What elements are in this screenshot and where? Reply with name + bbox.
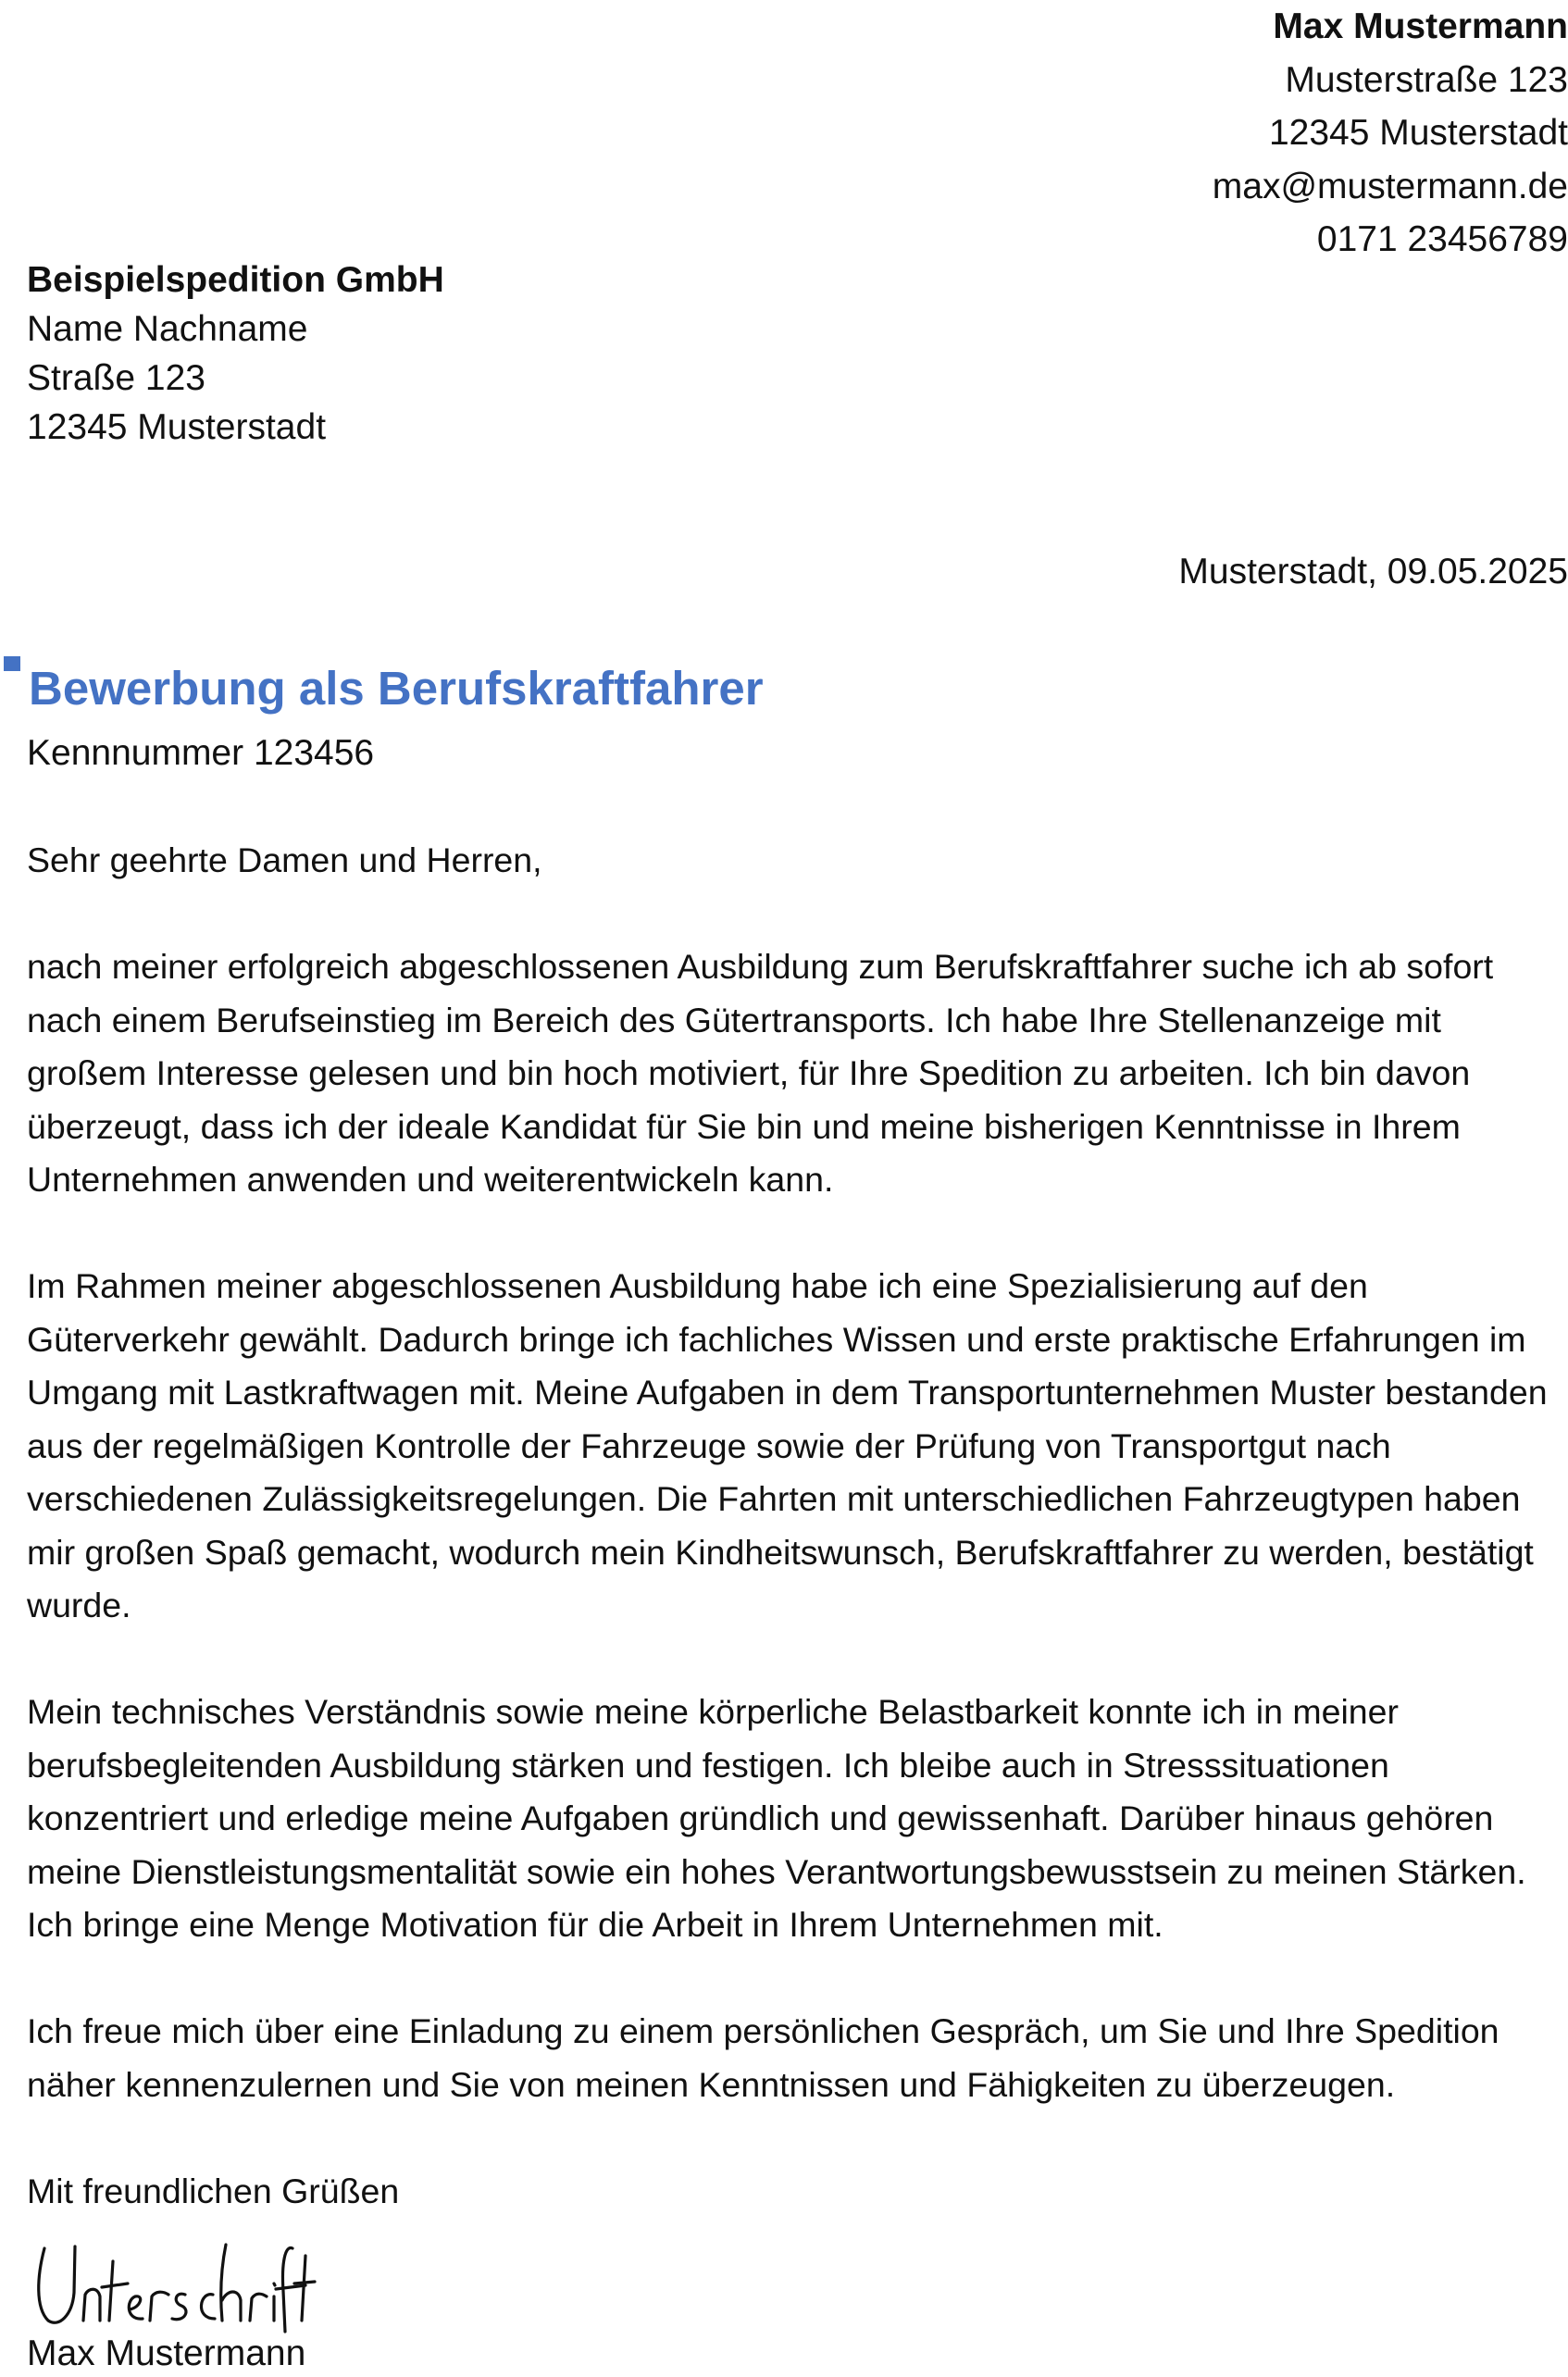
sender-name: Max Mustermann: [1273, 6, 1568, 46]
body-paragraph-2: Im Rahmen meiner abgeschlossenen Ausbildung habe ich eine Spezialisierung auf den Güterverkehr gewählt. Dadurch bringe ich fachliches Wissen und erste praktische Erfahrungen im Umgang mit Lastkraftwagen mit. Meine Aufgaben in dem Transportunternehmen Muster bestanden aus der regelmäßigen Kontrolle der Fahrzeuge sowie der Prüfung von Transportgut nach verschiedenen Zulässigkeitsregelungen. Die Fahrten mit unterschiedlichen Fahrzeugtypen haben mir großen Spaß gemacht, wodurch mein Kindheitswunsch, Berufskraftfahrer zu werden, bestätigt wurde.: [27, 1266, 1548, 1624]
closing: Mit freundlichen Grüßen: [27, 2171, 400, 2210]
subject-heading: Bewerbung als Berufskraftfahrer: [29, 662, 764, 715]
body-paragraph-3: Mein technisches Verständnis sowie meine körperliche Belastbarkeit konnte ich in meiner berufsbegleitenden Ausbildung stärken und festigen. Ich bleibe auch in Stresssituationen konzentriert und erledige meine Aufgaben gründlich und gewissenhaft. Darüber hinaus gehören meine Dienstleistungsmentalität sowie ein hohes Verantwortungsbewusstsein zu meinen Stärken. Ich bringe eine Menge Motivation für die Arbeit in Ihrem Unternehmen mit.: [27, 1692, 1526, 1944]
reference-number: Kennnummer 123456: [27, 733, 375, 773]
sender-block: [1213, 0, 1568, 267]
heading-marker: [4, 656, 20, 671]
sender-city: 12345 Musterstadt: [1268, 113, 1568, 153]
sender-email: max@mustermann.de: [1212, 166, 1568, 206]
signature-graphic: [31, 2235, 318, 2337]
recipient-contact: Name Nachname: [27, 309, 308, 349]
letter-body: [27, 834, 1568, 2271]
handwritten-signature: [31, 2235, 318, 2337]
recipient-block: [27, 255, 444, 452]
body-paragraph-1: nach meiner erfolgreich abgeschlossenen Ausbildung zum Berufskraftfahrer suche ich ab sofort nach einem Berufseinstieg im Bereich des Gütertransports. Ich habe Ihre Stellenanzeige mit großem Interesse gelesen und bin hoch motiviert, für Ihre Spedition zu arbeiten. Ich bin davon überzeugt, dass ich der ideale Kandidat für Sie bin und meine bisherigen Kenntnisse in Ihrem Unternehmen anwenden und weiterentwickeln kann.: [27, 947, 1494, 1199]
signer-name: Max Mustermann: [27, 2333, 306, 2373]
salutation: Sehr geehrte Damen und Herren,: [27, 840, 542, 879]
recipient-city: 12345 Musterstadt: [27, 407, 327, 447]
recipient-company: Beispielspedition GmbH: [27, 260, 444, 300]
body-paragraph-4: Ich freue mich über eine Einladung zu einem persönlichen Gespräch, um Sie und Ihre Spedition näher kennenzulernen und Sie von meinen Kenntnissen und Fähigkeiten zu überzeugen.: [27, 2011, 1500, 2104]
sender-street: Musterstraße 123: [1285, 59, 1568, 100]
date-line: Musterstadt, 09.05.2025: [1178, 552, 1568, 591]
recipient-street: Straße 123: [27, 358, 205, 398]
sender-phone: 0171 23456789: [1316, 219, 1568, 259]
